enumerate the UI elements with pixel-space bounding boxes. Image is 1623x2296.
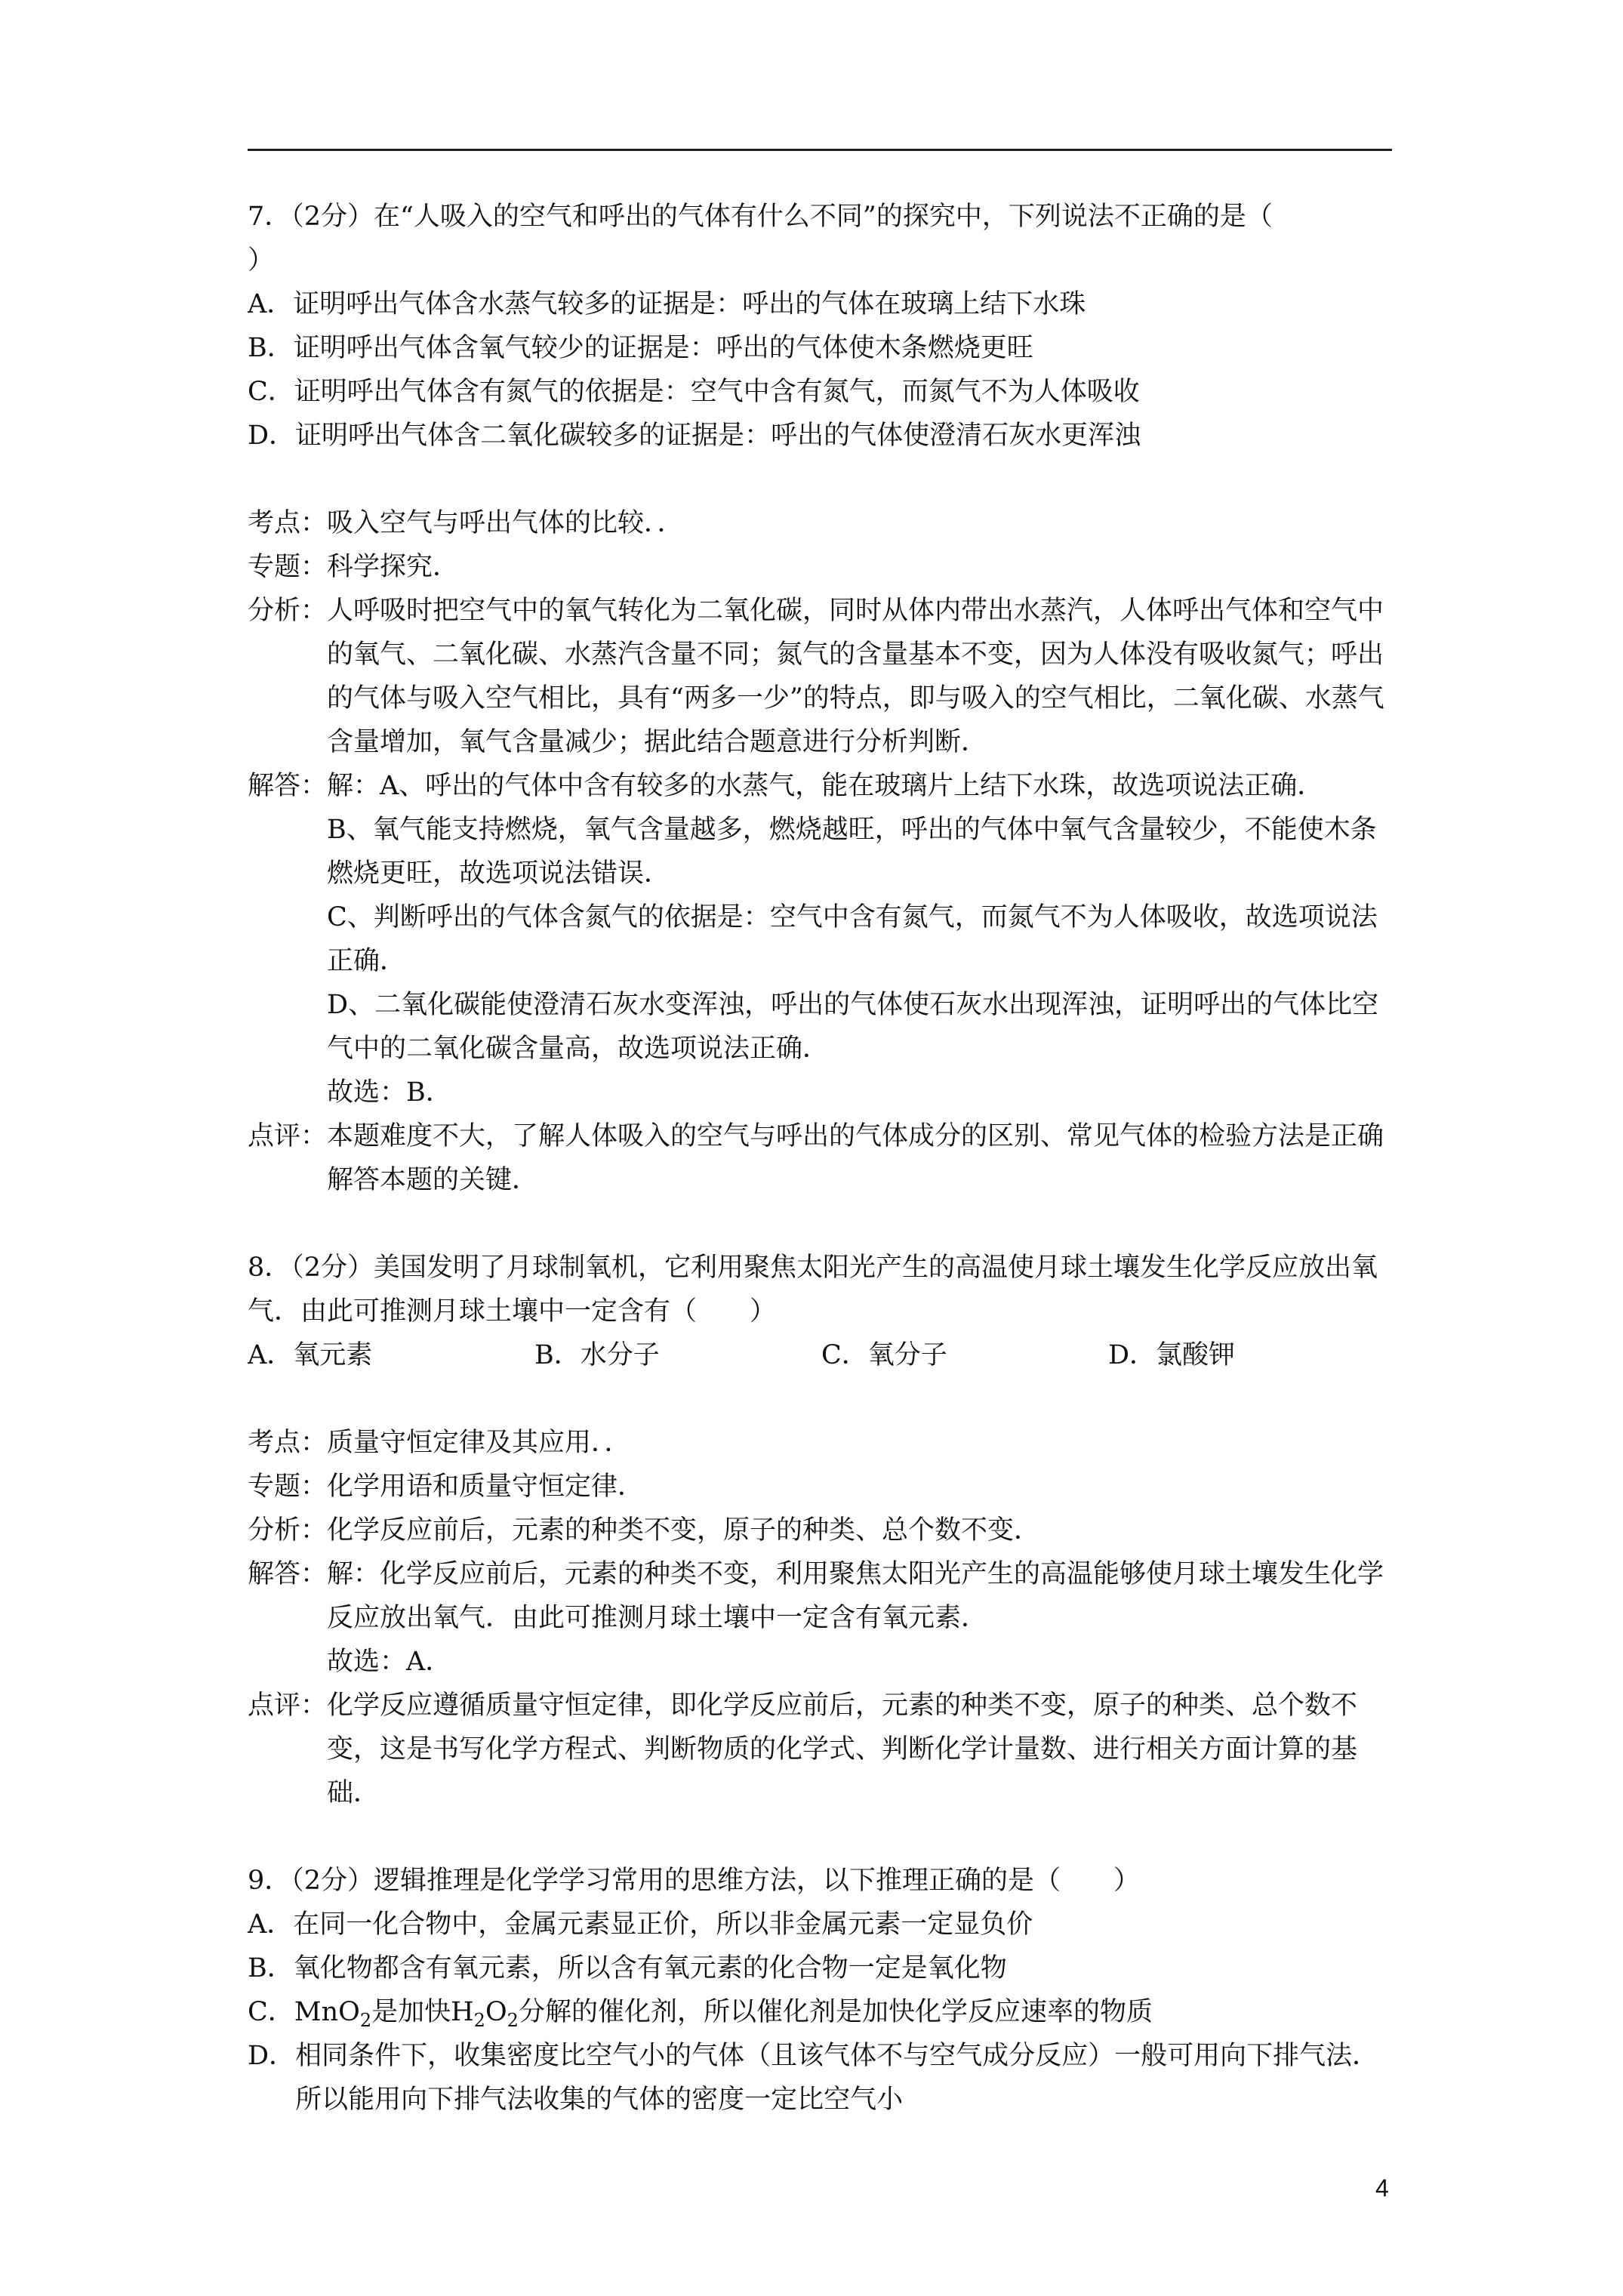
- q7-stem-line2: ）: [248, 245, 275, 276]
- q7-fenxi-label: 分析：: [248, 596, 328, 626]
- q9-option-c-sub2: 2: [473, 2010, 485, 2031]
- q8-dianping-label: 点评：: [248, 1690, 328, 1721]
- q8-option-d: D．氯酸钾: [1108, 1340, 1236, 1370]
- q7-dianping: [248, 1114, 1395, 1202]
- q7-zhuanti-label: 专题：: [248, 552, 328, 582]
- q9-option-d: [248, 2034, 1395, 2122]
- q9-stem: 9．（2分）逻辑推理是化学学习常用的思维方法，以下推理正确的是（ ）: [248, 1866, 1141, 1896]
- q7-jieda-a: 解：A、呼出的气体中含有较多的水蒸气，能在玻璃片上结下水珠，故选项说法正确．: [327, 771, 1324, 801]
- q7-kaodian-label: 考点：: [248, 508, 328, 538]
- q7-zhuanti-text: 科学探究．: [327, 552, 460, 582]
- q8-jieda-text: 解：化学反应前后，元素的种类不变，利用聚焦太阳光产生的高温能够使月球土壤发生化学反应放出氧气．由此可推测月球土壤中一定含有氧元素．: [327, 1559, 1384, 1633]
- q7-fenxi-text: 人呼吸时把空气中的氧气转化为二氧化碳，同时从体内带出水蒸汽，人体呼出气体和空气中的氧气、二氧化碳、水蒸汽含量不同；氮气的含量基本不变，因为人体没有吸收氮气；呼出的气体与吸入空气相比，具有“两多一少”的特点，即与吸入的空气相比，二氧化碳、水蒸气含量增加，氧气含量减少；据此结合题意进行分析判断．: [327, 596, 1384, 757]
- q7-dianping-text: 本题难度不大，了解人体吸入的空气与呼出的气体成分的区别、常见气体的检验方法是正确解答本题的关键．: [327, 1121, 1384, 1195]
- q7-option-d: D．证明呼出气体含二氧化碳较多的证据是：呼出的气体使澄清石灰水更浑浊: [248, 421, 1141, 451]
- q8-jieda-label: 解答：: [248, 1559, 328, 1589]
- q9-option-d-text: 相同条件下，收集密度比空气小的气体（且该气体不与空气成分反应）一般可用向下排气法．所以能用向下排气法收集的气体的密度一定比空气小: [295, 2041, 1379, 2115]
- q8-fenxi-text: 化学反应前后，元素的种类不变，原子的种类、总个数不变．: [327, 1515, 1041, 1546]
- q7-fenxi: [248, 589, 1395, 764]
- q7-kaodian: [248, 501, 1395, 545]
- q7-kaodian-text: 吸入空气与呼出气体的比较．．: [327, 508, 684, 538]
- q7-jieda-b: B、氧气能支持燃烧，氧气含量越多，燃烧越旺，呼出的气体中氧气含量较少，不能使木条燃烧更旺，故选项说法错误．: [327, 815, 1377, 889]
- q9-option-a: A．在同一化合物中，金属元素显正价，所以非金属元素一定显负价: [248, 1909, 1033, 1940]
- q8-jieda: [248, 1552, 1395, 1684]
- q7-jieda-answer: 故选：B．: [327, 1077, 452, 1108]
- q7-jieda: [248, 764, 1395, 1114]
- q8-stem: 8．（2分）美国发明了月球制氧机，它利用聚焦太阳光产生的高温使月球土壤发生化学反应放出氧气．由此可推测月球土壤中一定含有（ ）: [248, 1253, 1378, 1327]
- q8-kaodian-text: 质量守恒定律及其应用．．: [327, 1428, 631, 1458]
- q8-kaodian-label: 考点：: [248, 1428, 328, 1458]
- q8-fenxi-label: 分析：: [248, 1515, 328, 1546]
- header-rule: [248, 149, 1392, 151]
- q8-kaodian: [248, 1421, 1395, 1465]
- q8-option-c: C．氧分子: [821, 1340, 947, 1370]
- q7-option-b: B．证明呼出气体含氧气较少的证据是：呼出的气体使木条燃烧更旺: [248, 333, 1033, 363]
- q8-zhuanti-text: 化学用语和质量守恒定律．: [327, 1472, 645, 1502]
- q9-option-c: [248, 1990, 1395, 2034]
- q8-fenxi: [248, 1509, 1395, 1552]
- q7-option-c: C．证明呼出气体含有氮气的依据是：空气中含有氮气，而氮气不为人体吸收: [248, 377, 1140, 407]
- q8-dianping: [248, 1684, 1395, 1815]
- q9-option-d-label: D．: [248, 2041, 296, 2071]
- q7-zhuanti: [248, 545, 1395, 589]
- q7-stem-line1: 7．（2分）在“人吸入的空气和呼出的气体有什么不同”的探究中，下列说法不正确的是（: [248, 202, 1273, 232]
- q7-option-a: A．证明呼出气体含水蒸气较多的证据是：呼出的气体在玻璃上结下水珠: [248, 289, 1086, 319]
- q7-dianping-label: 点评：: [248, 1121, 328, 1151]
- page-content: [248, 195, 1395, 2122]
- page-number: 4: [1375, 2174, 1389, 2202]
- q8-zhuanti-label: 专题：: [248, 1472, 328, 1502]
- q8-zhuanti: [248, 1465, 1395, 1509]
- q7-jieda-d: D、二氧化碳能使澄清石灰水变浑浊，呼出的气体使石灰水出现浑浊，证明呼出的气体比空气中的二氧化碳含量高，故选项说法正确．: [327, 990, 1379, 1064]
- q9-option-c-suffix: 分解的催化剂，所以催化剂是加快化学反应速率的物质: [518, 1997, 1153, 2027]
- q9-option-c-mid2: O: [485, 1997, 507, 2027]
- q8-dianping-text: 化学反应遵循质量守恒定律，即化学反应前后，元素的种类不变，原子的种类、总个数不变，这是书写化学方程式、判断物质的化学式、判断化学计量数、进行相关方面计算的基础．: [327, 1690, 1358, 1808]
- q7-jieda-c: C、判断呼出的气体含氮气的依据是：空气中含有氮气，而氮气不为人体吸收，故选项说法正确．: [327, 902, 1378, 976]
- q7-jieda-label: 解答：: [248, 771, 328, 801]
- q9-option-c-prefix: C．MnO: [248, 1997, 360, 2027]
- q9-option-c-sub1: 2: [359, 2010, 372, 2031]
- q8-jieda-answer: 故选：A．: [327, 1647, 452, 1677]
- q9-option-c-sub3: 2: [507, 2010, 519, 2031]
- q9-option-b: B．氧化物都含有氧元素，所以含有氧元素的化合物一定是氧化物: [248, 1953, 1007, 1983]
- q9-option-c-mid1: 是加快H: [371, 1997, 474, 2027]
- q8-options: [248, 1333, 1395, 1377]
- q8-option-b: B．水分子: [534, 1340, 660, 1370]
- q8-option-a: A．氧元素: [248, 1340, 373, 1370]
